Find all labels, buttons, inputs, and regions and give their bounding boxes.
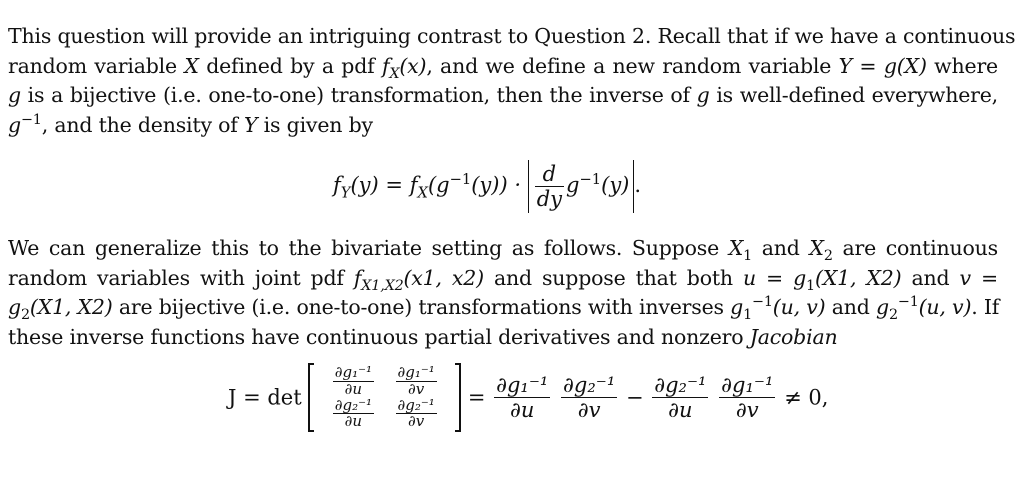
math-var: g (730, 295, 744, 319)
frac-num: ∂g₂⁻¹ (654, 372, 707, 397)
text-run: and (825, 295, 876, 319)
text-run: defined by a pdf (198, 53, 382, 78)
jacobian-equation (228, 363, 828, 432)
math-arg: (y)) · (471, 173, 528, 198)
frac-num: ∂g₁⁻¹ (496, 372, 549, 397)
text-line (8, 52, 998, 82)
frac-num: ∂g₂⁻¹ (334, 395, 373, 414)
math-op: − (625, 385, 651, 410)
math-sub: 2 (888, 307, 898, 324)
text-run: where (926, 53, 998, 78)
text-run: are bijective (i.e. one-to-one) transformations with inverses (112, 295, 731, 319)
frac-den: ∂v (735, 398, 759, 422)
math-var: X (728, 236, 744, 260)
text-run: these inverse functions have continuous partial derivatives and nonzero (8, 324, 750, 349)
math-op: = (755, 265, 794, 290)
math-arg: (x) (399, 53, 427, 78)
math-var: g (8, 295, 21, 319)
text-run: and (901, 265, 960, 290)
text-run: is a bijective (i.e. one-to-one) transformation, then the inverse of (20, 83, 697, 107)
math-arg: (y) = (350, 173, 410, 198)
math-var: g (566, 173, 580, 198)
text-run: . If (971, 295, 1000, 319)
text-run: and (752, 236, 810, 260)
frac-num: d (542, 162, 557, 186)
math-sup: −1 (579, 171, 602, 189)
text-line (8, 81, 998, 111)
density-equation (333, 160, 641, 213)
frac-den: ∂u (668, 398, 693, 422)
text-run: We can generalize this to the bivariate setting as follows. Suppose (8, 236, 729, 260)
text-line (8, 323, 998, 353)
math-arg: (X1, X2) (814, 265, 902, 290)
text-run: This question will provide an intriguing contrast to Question 2. Recall that if we have a continuous (8, 24, 1016, 48)
text-run: are continuous (832, 236, 998, 260)
math-var: u (742, 265, 756, 290)
term-fraction (719, 373, 775, 422)
math-var: f (409, 173, 418, 198)
math-arg: (x1, x2) (403, 265, 484, 290)
term-fraction (494, 373, 550, 422)
text-line (8, 234, 998, 264)
math-sub: X1,X2 (361, 277, 404, 294)
text-run: , and we define a new random variable (426, 53, 839, 78)
math-var: X (184, 53, 199, 78)
math-arg: (X1, X2) (29, 295, 113, 319)
math-var: g (696, 83, 710, 107)
math-sub: 1 (743, 248, 753, 265)
math-var: Y (838, 53, 852, 78)
frac-num: ∂g₂⁻¹ (563, 372, 616, 397)
math-sub: 1 (743, 307, 753, 324)
math-var: X (809, 236, 824, 260)
text-run: random variables with joint pdf (8, 265, 354, 290)
frac-den: ∂v (408, 412, 425, 431)
frac-den: ∂u (344, 412, 363, 431)
text-line (8, 264, 998, 294)
term-fraction (561, 373, 617, 422)
math-arg: (u, v) (918, 295, 972, 319)
math-sub: 1 (806, 277, 815, 294)
math-arg: (y) (601, 173, 630, 198)
text-run: , and the density of (41, 112, 244, 137)
math-sub: X (417, 184, 428, 202)
term-fraction (652, 373, 708, 422)
math-var: f (333, 173, 341, 198)
math-var: f (353, 265, 362, 290)
math-arg: (X) (896, 53, 927, 78)
text-line (8, 293, 998, 323)
frac-num: ∂g₂⁻¹ (397, 395, 435, 414)
frac-num: ∂g₁⁻¹ (397, 363, 435, 381)
math-var: g (8, 112, 21, 137)
frac-den: dy (536, 187, 563, 212)
frac-den: ∂v (408, 379, 425, 398)
emphasis-term: Jacobian (749, 324, 838, 349)
math-var: f (381, 53, 390, 78)
math-op: = (970, 265, 998, 290)
jacobian-matrix (308, 363, 461, 432)
math-op: = (851, 53, 884, 78)
math-sub: 2 (20, 307, 30, 324)
matrix-row (324, 395, 445, 431)
absolute-value (528, 160, 635, 213)
intro-paragraph (8, 22, 1016, 140)
math-var: Y (244, 112, 258, 137)
frac-den: ∂u (510, 398, 535, 422)
frac-num: ∂g₁⁻¹ (334, 363, 373, 381)
math-var: g (793, 265, 807, 290)
frac-den: ∂v (577, 398, 601, 422)
math-var: g (883, 53, 897, 78)
text-line (8, 111, 998, 141)
math-tail: ≠ 0, (784, 385, 829, 410)
text-line (8, 22, 1016, 52)
text-run: random variable (8, 53, 185, 78)
bivariate-paragraph (8, 234, 998, 352)
math-arg: (u, v) (772, 295, 826, 319)
math-var: g (876, 295, 889, 319)
derivative-fraction (535, 162, 564, 211)
frac-num: ∂g₁⁻¹ (721, 372, 774, 397)
math-sub: Y (340, 184, 351, 202)
math-lhs: J = det (228, 385, 302, 410)
text-run: is given by (257, 112, 373, 137)
math-sup: −1 (20, 111, 42, 128)
math-sub: X (389, 65, 400, 82)
math-var: v (959, 265, 971, 290)
math-end: . (634, 173, 642, 198)
math-sup: −1 (449, 171, 472, 189)
math-arg: (g (427, 173, 450, 198)
text-run: and suppose that both (483, 265, 743, 290)
matrix-row (324, 365, 445, 398)
math-sup: −1 (752, 294, 773, 311)
math-op: = (467, 385, 493, 410)
text-run: is well-defined everywhere, (709, 83, 998, 107)
frac-den: ∂u (344, 379, 363, 398)
math-sup: −1 (897, 294, 919, 311)
math-var: g (8, 83, 21, 107)
math-sub: 2 (823, 248, 833, 265)
